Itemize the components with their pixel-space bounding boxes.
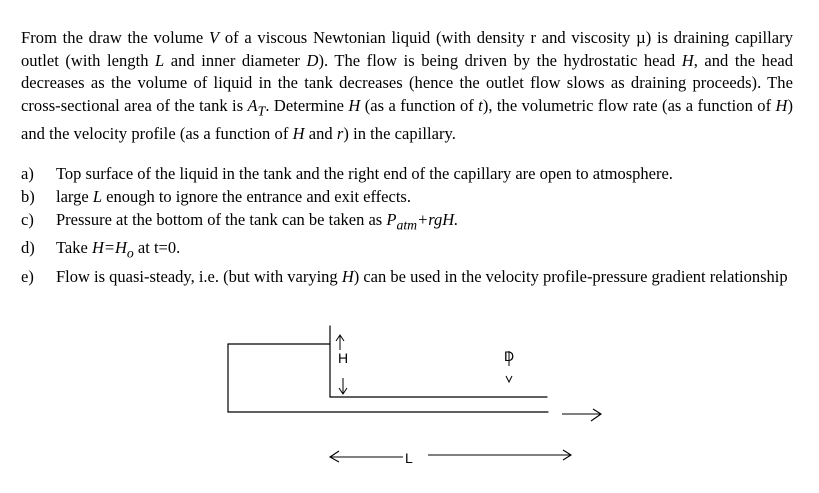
length-arrow-left-icon (330, 451, 339, 462)
text-run: ), the volumetric flow rate (as a function of (482, 96, 776, 116)
assumption-list (21, 162, 801, 288)
text-run: +rgH. (417, 210, 459, 229)
text-run: ) and the velocity profile (as a function of (21, 96, 793, 144)
text-run: (as a function of (360, 96, 479, 116)
diameter-label: D (504, 348, 515, 364)
symbol-length: L (92, 187, 102, 206)
text-run: Take (56, 238, 92, 258)
assumption-item-c (21, 208, 801, 236)
assumption-text: Top surface of the liquid in the tank and the right end of the capillary are open to atmosphere. (56, 164, 673, 183)
length-arrow-right-icon (563, 450, 571, 460)
list-marker: a) (21, 164, 34, 183)
symbol-pressure: P (386, 210, 397, 229)
symbol-pressure-subscript: atm (396, 217, 418, 233)
flow-arrow (562, 409, 601, 421)
symbol-head: H (681, 50, 694, 70)
assumption-item-e (21, 265, 801, 288)
length-label: L (405, 450, 413, 466)
list-marker: d) (21, 238, 35, 258)
list-marker: c) (21, 210, 34, 229)
list-marker: b) (21, 187, 35, 206)
symbol-head-initial: H=H (91, 238, 127, 258)
assumption-item-a (21, 162, 801, 185)
symbol-diameter: D (306, 50, 319, 70)
head-arrow-up-icon (336, 335, 344, 341)
symbol-volume: V (209, 28, 220, 47)
symbol-radius: r (336, 124, 344, 144)
flow-arrow-head-icon (591, 409, 601, 421)
text-run: , and the head decreases as the volume of liquid in the tank decreases (hence the outlet flow slows as draining proceeds). The cross-sectional area of the tank is (21, 50, 793, 116)
text-run: From the draw the volume (21, 28, 209, 47)
text-run: at t=0. (133, 238, 181, 258)
symbol-head: H (341, 266, 354, 286)
symbol-area: A (247, 96, 258, 116)
symbol-time: t (478, 96, 483, 116)
assumption-text (56, 208, 801, 236)
head-dimension (336, 335, 347, 394)
symbol-area-subscript: T (257, 103, 266, 119)
text-run: large (56, 187, 93, 206)
head-label: H (338, 350, 349, 366)
tank-outline (228, 326, 548, 412)
text-run: and (304, 124, 337, 144)
problem-statement (21, 27, 793, 146)
text-run: ) can be used in the velocity profile-pressure gradient relationship (353, 266, 788, 286)
assumption-item-d (21, 236, 801, 264)
symbol-head: H (292, 124, 305, 144)
head-arrow-down-icon (339, 388, 347, 394)
length-dimension (330, 450, 571, 462)
assumption-text (56, 236, 801, 264)
diameter-dimension (506, 351, 512, 382)
diameter-arrow-down-icon (506, 376, 512, 382)
text-run: of a viscous Newtonian liquid (with density r and viscosity µ) is draining capillary outlet (with length (21, 28, 793, 70)
text-run: Flow is quasi-steady, i.e. (but with varying (56, 266, 342, 286)
assumption-text (56, 185, 801, 208)
assumption-item-b (21, 185, 801, 208)
text-run: enough to ignore the entrance and exit effects. (102, 187, 411, 206)
text-run: ) in the capillary. (343, 124, 456, 144)
text-run: Pressure at the bottom of the tank can be taken as (56, 210, 387, 229)
list-marker: e) (21, 266, 34, 286)
symbol-head: H (348, 96, 361, 116)
symbol-head: H (775, 96, 788, 116)
symbol-length: L (155, 50, 165, 70)
text-run: and inner diameter (164, 50, 307, 70)
text-run: . Determine (265, 96, 349, 116)
text-run: ). The flow is being driven by the hydrostatic head (318, 50, 682, 70)
symbol-subscript: o (126, 245, 134, 261)
assumption-text (56, 265, 801, 288)
